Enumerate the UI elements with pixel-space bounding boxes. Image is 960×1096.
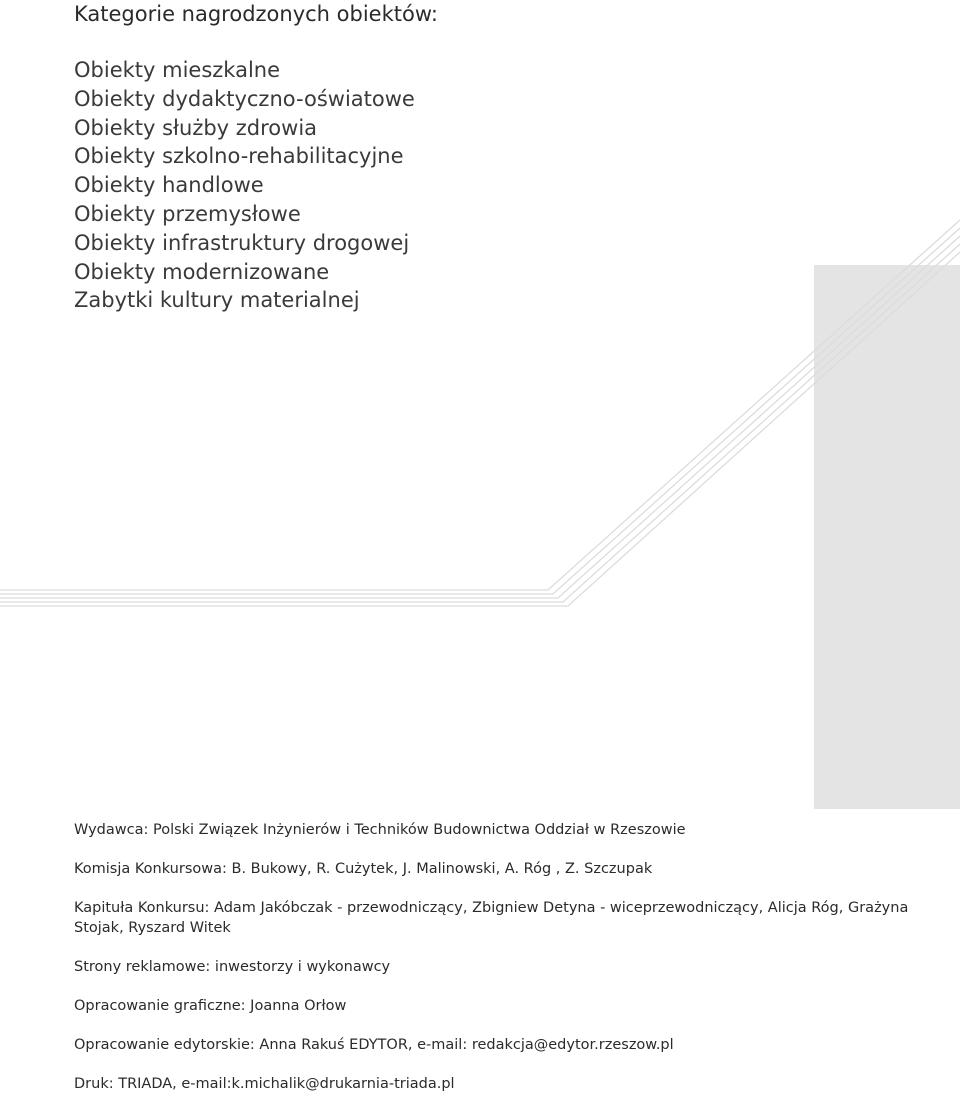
graphics-line: Opracowanie graficzne: Joanna Orłow: [74, 998, 347, 1014]
category-item: Obiekty handlowe: [74, 173, 264, 198]
publisher-line: Wydawca: Polski Związek Inżynierów i Techników Budownictwa Oddział w Rzeszowie: [74, 822, 686, 838]
page-heading: Kategorie nagrodzonych obiektów:: [74, 2, 438, 26]
credits-block: [74, 820, 914, 1094]
editorial-line: Opracowanie edytorskie: Anna Rakuś EDYTOR, e-mail: redakcja@edytor.rzeszow.pl: [74, 1037, 674, 1053]
category-list: [74, 56, 415, 315]
category-item: Obiekty modernizowane: [74, 259, 330, 284]
category-item: Obiekty mieszkalne: [74, 58, 281, 82]
committee-line: Komisja Konkursowa: B. Bukowy, R. Cużytek, J. Malinowski, A. Róg , Z. Szczupak: [74, 861, 653, 877]
category-item: Obiekty szkolno-rehabilitacyjne: [74, 144, 404, 169]
category-item: Obiekty dydaktyczno-oświatowe: [74, 86, 415, 111]
category-item: Obiekty infrastruktury drogowej: [74, 230, 410, 255]
category-item: Zabytki kultury materialnej: [74, 288, 360, 313]
category-item: Obiekty służby zdrowia: [74, 115, 318, 140]
category-item: Obiekty przemysłowe: [74, 201, 301, 226]
ads-line: Strony reklamowe: inwestorzy i wykonawcy: [74, 959, 391, 975]
chapter-line: Kapituła Konkursu: Adam Jakóbczak - przewodniczący, Zbigniew Detyna - wiceprzewodniczący, Alicja Róg, Grażyna Stojak, Ryszard Witek: [74, 900, 909, 936]
print-line: Druk: TRIADA, e-mail:k.michalik@drukarnia-triada.pl: [74, 1076, 455, 1092]
